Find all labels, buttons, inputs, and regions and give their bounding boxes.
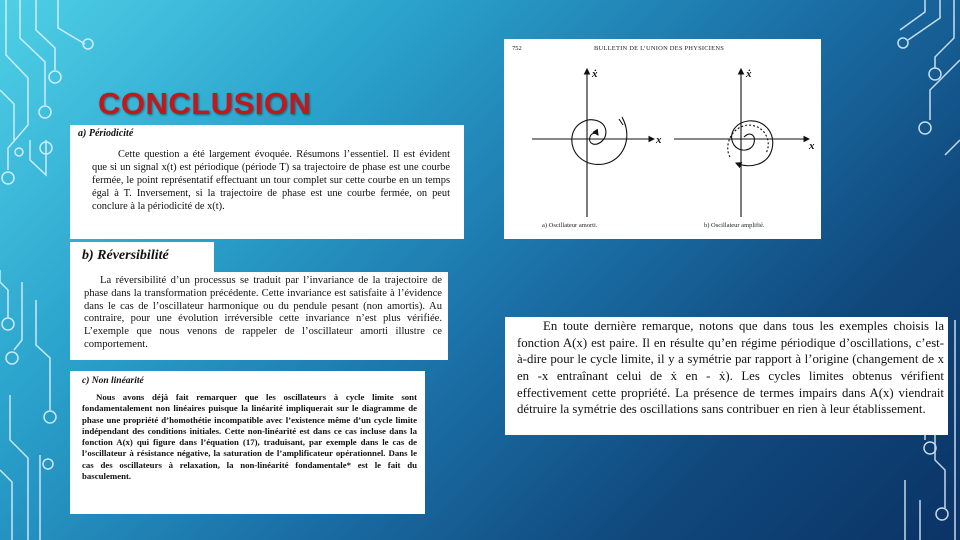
periodicity-heading: a) Périodicité <box>78 128 134 139</box>
figure-journal-header: BULLETIN DE L’UNION DES PHYSICIENS <box>594 45 725 52</box>
nonlinearity-text: Nous avons déjà fait remarquer que les oscillateurs à cycle limite sont fondamentalement non linéaires puisque la linéarité impliquerait sur le diagramme de phase une propriété d’homothétie incompatible avec l’existence même d’un cycle limite indépendant des conditions initiales. Cette non-linéarité est dans ce cas incluse dans la fonction A(x) qui figure dans l’équation (17), traduisant, par exemple dans le cas de l’oscillateur à résistance négative, la saturation de l’amplificateur opérationnel. Dans le cas des oscillateurs à relaxation, la non-linéarité fondamentale* est le fait du basculement. <box>82 392 417 481</box>
reversibility-heading: b) Réversibilité <box>82 248 169 263</box>
nonlinearity-heading: c) Non linéarité <box>82 376 144 386</box>
diagram-a-spiral <box>572 117 627 164</box>
reversibility-heading-box <box>70 242 214 272</box>
phase-diagrams <box>504 39 821 239</box>
phase-portrait-figure <box>504 39 821 239</box>
caption-amplified-oscillator: b) Oscillateur amplifié. <box>704 222 765 229</box>
periodicity-excerpt <box>70 125 464 239</box>
caption-damped-oscillator: a) Oscillateur amorti. <box>542 222 598 229</box>
slide-title: CONCLUSION <box>98 86 312 121</box>
diagram-b-y-label: ẋ <box>746 68 752 80</box>
final-remark-text: En toute dernière remarque, notons que dans tous les exemples choisis la fonction A(x) est paire. Il en résulte qu’en régime périodique d’oscillations, c’est-à-dire pour le cycle limite, il y a symétrie par rapport à l’origine (changement de x en -x entraînant celui de ẋ en - ẋ). Les cycles limites obtenus vérifient effectivement cette propriété. La présence de termes impairs dans A(x) viendrait détruire la symétrie des oscillations sans contribuer en rien à leur établissement. <box>517 319 944 417</box>
nonlinearity-excerpt <box>70 371 425 514</box>
periodicity-text: Cette question a été largement évoquée. Résumons l’essentiel. Il est évident que si un signal x(t) est périodique (période T) sa trajectoire de phase est une courbe fermée, le point représentatif effectuant un tour complet sur cette courbe en un temps égal à T. Inversement, si la trajectoire de phase est une courbe fermée, on peut conclure à la périodicité de x(t). <box>92 148 450 213</box>
diagram-a-x-label: x <box>656 134 662 146</box>
reversibility-text: La réversibilité d’un processus se traduit par l’invariance de la trajectoire de phase dans la transformation précédente. Cette invariance est satisfaite à l’évidence dans le cas de l’oscillateur harmonique ou du pendule pesant (non amortis). Au contraire, pour une évolution irréversible cette invariance n’est plus vérifiée. L’exemple que nous venons de rappeler de l’oscillateur amorti illustre ce comportement. <box>84 275 442 351</box>
final-remark-excerpt <box>505 317 948 435</box>
reversibility-excerpt <box>70 272 448 360</box>
figure-page-number: 752 <box>512 45 522 52</box>
diagram-b-x-label: x <box>809 140 815 152</box>
diagram-b-spiral <box>732 121 773 166</box>
diagram-a-y-label: ẋ <box>592 68 598 80</box>
